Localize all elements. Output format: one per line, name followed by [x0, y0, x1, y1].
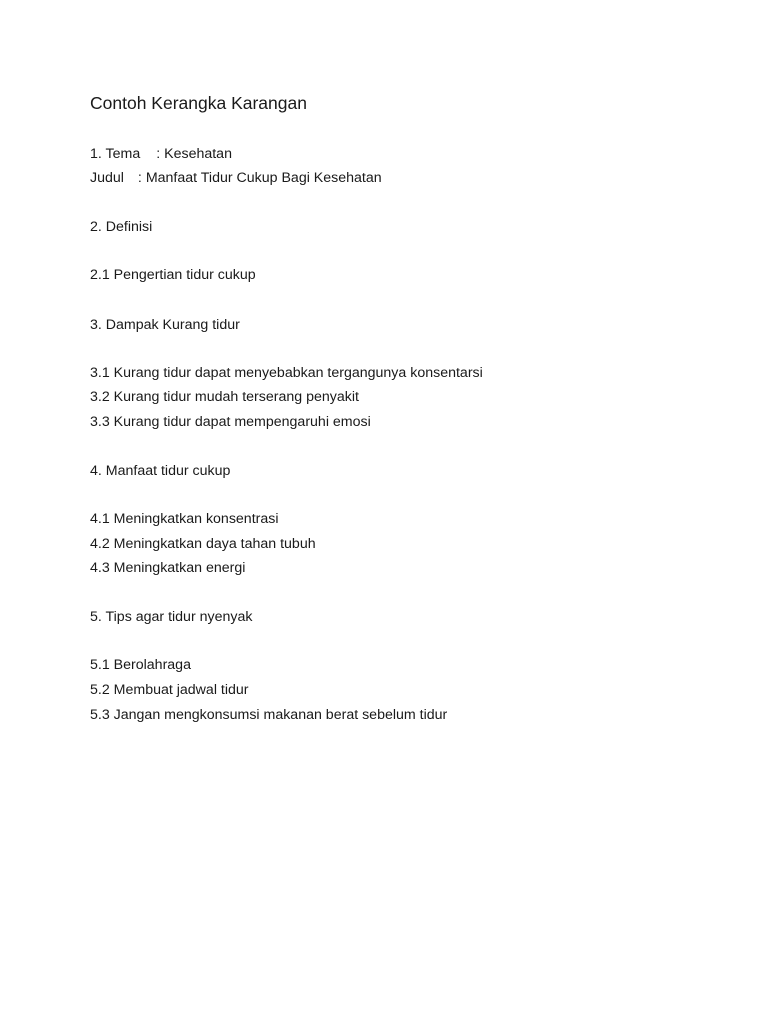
- tema-separator: :: [156, 146, 161, 162]
- judul-value: Manfaat Tidur Cukup Bagi Kesehatan: [145, 170, 382, 186]
- section-item: 4.3 Meningkatkan energi: [90, 560, 246, 576]
- document-title: Contoh Kerangka Karangan: [90, 93, 307, 113]
- judul-label: Judul: [90, 170, 124, 186]
- section-item: 3.3 Kurang tidur dapat mempengaruhi emosi: [90, 414, 371, 430]
- judul-separator: :: [137, 170, 142, 186]
- section-item: 5.1 Berolahraga: [90, 657, 191, 673]
- judul-line: [90, 169, 382, 187]
- section-item: 2.1 Pengertian tidur cukup: [90, 267, 256, 283]
- section-item: 3.1 Kurang tidur dapat menyebabkan tergangunya konsentarsi: [90, 365, 483, 381]
- tema-label: 1. Tema: [90, 146, 141, 162]
- section-item: 5.3 Jangan mengkonsumsi makanan berat sebelum tidur: [90, 707, 448, 723]
- tema-line: [90, 145, 232, 163]
- section-heading: 3. Dampak Kurang tidur: [90, 317, 240, 333]
- section-heading: 2. Definisi: [90, 219, 153, 235]
- section-heading: 5. Tips agar tidur nyenyak: [90, 609, 253, 625]
- section-item: 3.2 Kurang tidur mudah terserang penyakit: [90, 389, 359, 405]
- section-item: 4.2 Meningkatkan daya tahan tubuh: [90, 536, 316, 552]
- tema-value: Kesehatan: [164, 146, 232, 162]
- section-item: 4.1 Meningkatkan konsentrasi: [90, 511, 279, 527]
- section-item: 5.2 Membuat jadwal tidur: [90, 682, 249, 698]
- section-heading: 4. Manfaat tidur cukup: [90, 463, 231, 479]
